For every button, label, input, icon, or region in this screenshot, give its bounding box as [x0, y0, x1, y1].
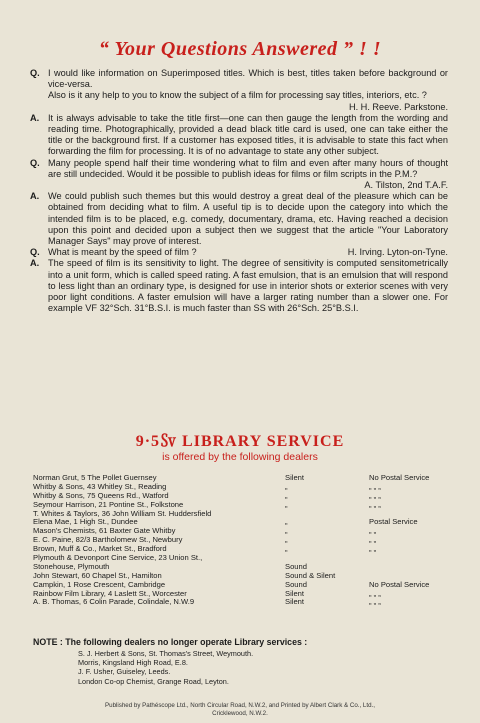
dealer-postal: „ „ „ [369, 499, 381, 509]
footer [0, 702, 480, 717]
dealer-name: Campkin, 1 Rose Crescent, Cambridge [33, 579, 166, 589]
qa-mark [30, 90, 48, 112]
qa-signature: H. H. Reeve. Parkstone. [348, 101, 448, 112]
qa-text [48, 191, 448, 247]
qa-section [30, 68, 448, 314]
qa-item [30, 258, 448, 314]
dealer-type: Sound & Silent [285, 570, 336, 580]
qa-body: I would like information on Superimposed titles. Which is best, titles taken before background or vice-versa. [48, 68, 448, 90]
dealer-postal: No Postal Service [369, 579, 430, 589]
dealer-name: Stonehouse, Plymouth [33, 561, 110, 571]
dealer-name: Rainbow Film Library, 4 Laslett St., Worcester [33, 588, 187, 598]
dealer-type: Silent [285, 597, 304, 607]
dealer-list [33, 474, 453, 607]
qa-text [48, 258, 448, 314]
footer-line: Published by Pathéscope Ltd., North Circular Road, N.W.2, and Printed by Albert Clark & Co., Ltd., [105, 702, 375, 709]
dealer-postal: „ „ „ [369, 481, 381, 491]
qa-mark: Q. [30, 157, 40, 168]
qa-mark: A. [30, 191, 40, 202]
dealer-postal: „ „ „ [369, 597, 381, 607]
qa-body: Many people spend half their time wondering what to film and even after many hours of thought are still undecided. Would it be possible to publish ideas for films or film scripts in the P.M.? [48, 157, 448, 179]
qa-body: What is meant by the speed of film ? [48, 247, 197, 258]
dealer-name: Whitby & Sons, 75 Queens Rd., Watford [33, 490, 169, 500]
note-list [78, 649, 253, 686]
footer-line: Cricklewood, N.W.2. [212, 709, 268, 717]
qa-item [30, 113, 448, 158]
dealer-postal: No Postal Service [369, 473, 430, 482]
qa-mark: Q. [30, 68, 40, 78]
dealer-type: „ [285, 490, 288, 500]
dealer-type: Silent [285, 473, 304, 482]
qa-mark: A. [30, 112, 40, 123]
qa-text [48, 247, 448, 258]
qa-text [48, 90, 448, 112]
dealer-name: John Stewart, 60 Chapel St., Hamilton [33, 570, 162, 580]
qa-text [48, 68, 448, 90]
dealer-name: A. B. Thomas, 6 Colin Parade, Colindale, N.W.9 [33, 597, 195, 607]
dealer-name: Plymouth & Devonport Cine Service, 23 Union St., [33, 553, 203, 563]
note-item: Morris, Kingsland High Road, E.8. [78, 658, 188, 668]
page-title: “ Your Questions Answered ” ! ! [98, 38, 382, 60]
dealer-type: Silent [285, 588, 304, 598]
library-title: 9·5㏜ LIBRARY SERVICE [135, 433, 345, 450]
note-item: London Co-op Chemist, Grange Road, Leyton. [78, 676, 229, 686]
note-heading: NOTE : The following dealers no longer operate Library services : [33, 637, 308, 647]
dealer-postal: „ „ „ [369, 490, 381, 500]
dealer-name: Seymour Harrison, 21 Pontine St., Folkstone [33, 499, 184, 509]
note-item: S. J. Herbert & Sons, St. Thomas's Street, Weymouth. [78, 649, 254, 658]
qa-item [30, 90, 448, 112]
qa-mark: A. [30, 258, 40, 269]
qa-text [48, 113, 448, 158]
dealer-postal: „ „ [369, 535, 377, 545]
dealer-type: Sound [285, 579, 307, 589]
qa-body: The speed of film is its sensitivity to light. The degree of sensitivity is computed sensitometrically into a unit form, which is called speed rating. A fast emulsion, that is an emulsion that will respond to less light than an ordinary type, is designed for use in interior shots or exterior scenes with very poor light conditions. A faster emulsion will have a larger rating number than a slower one. For example VF 32°Sch. 31°B.S.I. is much faster than SS with 26°Sch. 25°B.S.I. [48, 258, 448, 314]
qa-body: Also is it any help to you to know the subject of a film for processing say titles, interiors, etc. ? [48, 90, 427, 101]
dealer-name: Brown, Muff & Co., Market St., Bradford [33, 544, 167, 554]
dealer-type: Sound [285, 561, 307, 571]
qa-body: We could publish such themes but this would destroy a great deal of the pleasure which can be obtained from deciding what to film. A useful tip is to decide upon the category into which the intended film is to be placed, e.g. comedy, documentary, drama, etc. Having reached a decision upon this point and decided upon a subject then we suggest that the article "Your Laboratory Manager Says" may prove of interest. [48, 191, 448, 247]
dealer-name: Norman Grut, 5 The Pollet Guernsey [33, 473, 157, 482]
qa-item [30, 158, 448, 192]
dealer-type: „ [285, 499, 288, 509]
dealer-postal: „ „ „ [369, 588, 381, 598]
dealer-name: Elena Mae, 1 High St., Dundee [33, 517, 138, 527]
qa-text [48, 158, 448, 192]
qa-signature: A. Tilston, 2nd T.A.F. [364, 180, 448, 191]
dealer-name: T. Whites & Taylors, 36 John William St. Huddersfield [33, 508, 212, 518]
dealer-postal: „ „ [369, 544, 377, 554]
qa-item [30, 68, 448, 90]
dealer-name: Whitby & Sons, 43 Whitley St., Reading [33, 481, 167, 491]
dealer-postal: Postal Service [369, 517, 418, 527]
dealer-name: E. C. Paine, 82/3 Bartholomew St., Newbury [33, 535, 183, 545]
qa-signature: H. Irving. Lyton-on-Tyne. [347, 247, 448, 258]
note-item: J. F. Usher, Guiseley, Leeds. [78, 667, 171, 677]
dealer-type: „ [285, 481, 288, 491]
dealer-row [33, 598, 453, 607]
dealer-type: „ [285, 526, 288, 536]
qa-item [30, 247, 448, 258]
qa-item [30, 191, 448, 247]
library-subtitle: is offered by the following dealers [162, 451, 318, 463]
dealer-postal: „ „ [369, 526, 377, 536]
dealer-type: „ [285, 535, 288, 545]
dealer-name: Mason's Chemists, 61 Baxter Gate Whitby [33, 526, 176, 536]
dealer-type: „ [285, 544, 288, 554]
qa-body: It is always advisable to take the title first—one can then gauge the length from the wording and reading time. Photographically, provided a dead black title card is used, one can take either the title or the background first. If a customer has exposed titles, it is advisable to state this fact when forwarding the film for processing. It is of no advantage to state any other subject. [48, 112, 448, 157]
qa-mark: Q. [30, 247, 40, 258]
dealer-type: „ [285, 517, 288, 527]
